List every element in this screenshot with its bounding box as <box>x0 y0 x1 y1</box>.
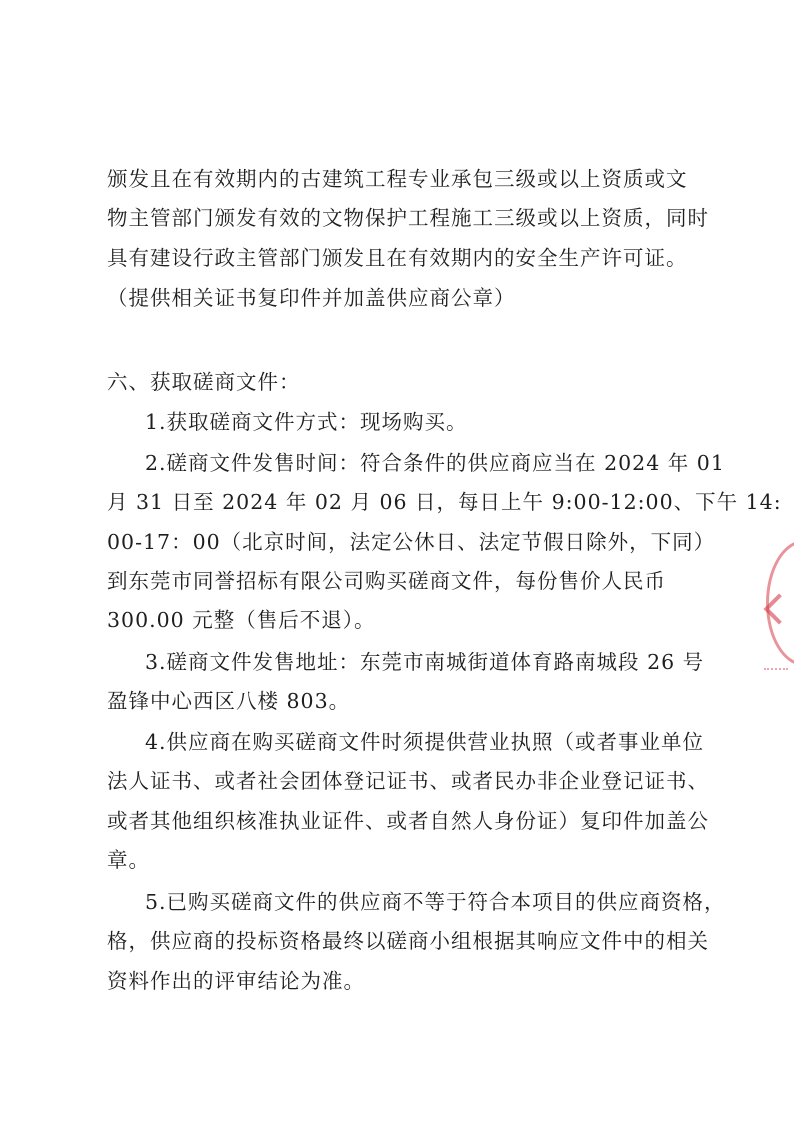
item-1: 1.获取磋商文件方式：现场购买。 <box>145 410 468 434</box>
text-line-1: 颁发且在有效期内的古建筑工程专业承包三级或以上资质或文 <box>107 167 688 191</box>
item-3-line-2: 盈锋中心西区八楼 803。 <box>107 689 351 713</box>
item-2-line-2: 月 31 日至 2024 年 02 月 06 日，每日上午 9:00-12:00、下午 14: <box>107 490 782 514</box>
item-4-line-3: 或者其他组织核准执业证件、或者自然人身份证）复印件加盖公 <box>107 809 709 833</box>
item-2-line-1: 2.磋商文件发售时间：符合条件的供应商应当在 2024 年 01 <box>145 451 725 475</box>
item-2-line-4: 到东莞市同誉招标有限公司购买磋商文件，每份售价人民币 <box>107 569 666 593</box>
item-5-line-3: 资料作出的评审结论为准。 <box>107 969 365 993</box>
item-4-line-2: 法人证书、或者社会团体登记证书、或者民办非企业登记证书、 <box>107 769 709 793</box>
seal-dots <box>764 668 788 678</box>
item-2-line-3: 00-17：00（北京时间，法定公休日、法定节假日除外，下同） <box>107 530 716 554</box>
section-heading: 六、获取磋商文件： <box>107 370 301 394</box>
item-3-line-1: 3.磋商文件发售地址：东莞市南城街道体育路南城段 26 号 <box>145 650 705 674</box>
item-5-line-1: 5.已购买磋商文件的供应商不等于符合本项目的供应商资格， <box>145 890 726 914</box>
item-5-line-2: 格，供应商的投标资格最终以磋商小组根据其响应文件中的相关 <box>107 929 709 953</box>
text-line-4: （提供相关证书复印件并加盖供应商公章） <box>107 286 516 310</box>
item-2-line-5: 300.00 元整（售后不退）。 <box>107 608 376 632</box>
red-seal-stamp <box>758 520 794 700</box>
item-4-line-4: 章。 <box>107 848 150 872</box>
text-line-2: 物主管部门颁发有效的文物保护工程施工三级或以上资质，同时 <box>107 206 709 230</box>
text-line-3: 具有建设行政主管部门颁发且在有效期内的安全生产许可证。 <box>107 246 688 270</box>
item-4-line-1: 4.供应商在购买磋商文件时须提供营业执照（或者事业单位 <box>145 730 705 754</box>
